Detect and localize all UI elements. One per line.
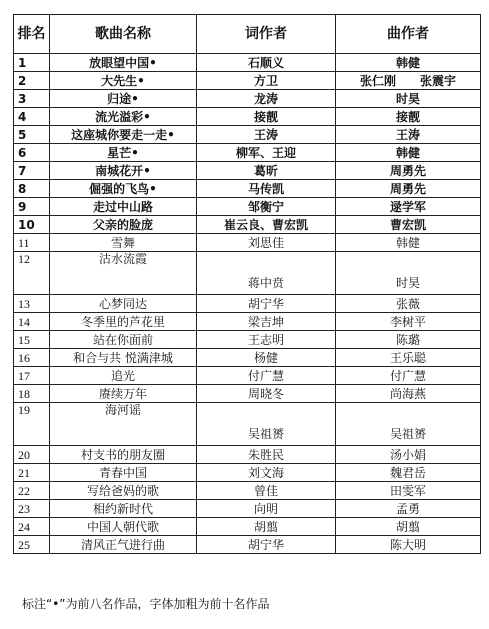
rank-cell: 3 xyxy=(14,90,50,108)
rank-cell: 11 xyxy=(14,234,50,252)
composer-cell: 接靓 xyxy=(336,108,481,126)
composer-cell: 逯学军 xyxy=(336,198,481,216)
footnote: 标注“•”为前八名作品，字体加粗为前十名作品 xyxy=(22,597,270,611)
song-cell: 和合与共 悦满津城 xyxy=(50,349,197,367)
rank-cell: 5 xyxy=(14,126,50,144)
table-row xyxy=(14,367,481,385)
composer-cell: 汤小娟 xyxy=(336,446,481,464)
lyricist-cell: 向明 xyxy=(197,500,336,518)
song-cell: 南城花开• xyxy=(50,162,197,180)
rank-cell: 20 xyxy=(14,446,50,464)
composer-cell: 张薇 xyxy=(336,295,481,313)
table-row xyxy=(14,482,481,500)
table-row xyxy=(14,385,481,403)
song-cell: 冬季里的芦花里 xyxy=(50,313,197,331)
lyricist-cell: 胡宁华 xyxy=(197,536,336,554)
lyricist-cell: 蒋中贲 xyxy=(197,252,336,295)
table-row xyxy=(14,403,481,446)
rank-cell: 15 xyxy=(14,331,50,349)
lyricist-cell: 梁吉坤 xyxy=(197,313,336,331)
table-row xyxy=(14,144,481,162)
composer-cell: 张仁刚 张震宇 xyxy=(336,72,481,90)
header-lyricist: 词作者 xyxy=(197,15,336,54)
composer-cell: 李树平 xyxy=(336,313,481,331)
header-composer: 曲作者 xyxy=(336,15,481,54)
rank-cell: 8 xyxy=(14,180,50,198)
composer-cell: 田雯军 xyxy=(336,482,481,500)
table-row xyxy=(14,162,481,180)
song-cell: 归途• xyxy=(50,90,197,108)
lyricist-cell: 方卫 xyxy=(197,72,336,90)
song-cell: 村支书的朋友圈 xyxy=(50,446,197,464)
song-cell: 流光溢彩• xyxy=(50,108,197,126)
composer-cell: 孟勇 xyxy=(336,500,481,518)
table-row xyxy=(14,349,481,367)
lyricist-cell: 王涛 xyxy=(197,126,336,144)
table-row xyxy=(14,446,481,464)
table-row xyxy=(14,252,481,295)
rank-cell: 13 xyxy=(14,295,50,313)
song-ranking-table xyxy=(13,14,481,554)
rank-cell: 14 xyxy=(14,313,50,331)
lyricist-cell: 葛昕 xyxy=(197,162,336,180)
song-cell: 心梦同达 xyxy=(50,295,197,313)
rank-cell: 17 xyxy=(14,367,50,385)
song-cell: 赓续万年 xyxy=(50,385,197,403)
table-row xyxy=(14,54,481,72)
table-row xyxy=(14,536,481,554)
rank-cell: 24 xyxy=(14,518,50,536)
lyricist-cell: 接靓 xyxy=(197,108,336,126)
composer-cell: 尚海燕 xyxy=(336,385,481,403)
table-row xyxy=(14,90,481,108)
lyricist-cell: 马传凯 xyxy=(197,180,336,198)
table-row xyxy=(14,108,481,126)
song-cell: 中国人朝代歌 xyxy=(50,518,197,536)
song-cell: 青春中国 xyxy=(50,464,197,482)
composer-cell: 魏君岳 xyxy=(336,464,481,482)
rank-cell: 1 xyxy=(14,54,50,72)
table-row xyxy=(14,72,481,90)
composer-cell: 时昊 xyxy=(336,252,481,295)
song-cell: 雪舞 xyxy=(50,234,197,252)
lyricist-cell: 曾佳 xyxy=(197,482,336,500)
song-cell: 清风正气进行曲 xyxy=(50,536,197,554)
lyricist-cell: 付广慧 xyxy=(197,367,336,385)
header-song: 歌曲名称 xyxy=(50,15,197,54)
rank-cell: 9 xyxy=(14,198,50,216)
composer-cell: 韩健 xyxy=(336,54,481,72)
composer-cell: 陈璐 xyxy=(336,331,481,349)
song-cell: 追光 xyxy=(50,367,197,385)
rank-cell: 19 xyxy=(14,403,50,446)
song-cell: 写给爸妈的歌 xyxy=(50,482,197,500)
rank-cell: 21 xyxy=(14,464,50,482)
rank-cell: 16 xyxy=(14,349,50,367)
lyricist-cell: 柳军、王迎 xyxy=(197,144,336,162)
song-ranking-table-container xyxy=(13,14,480,554)
lyricist-cell: 刘文海 xyxy=(197,464,336,482)
song-cell: 放眼望中国• xyxy=(50,54,197,72)
lyricist-cell: 崔云良、曹宏凯 xyxy=(197,216,336,234)
composer-cell: 吴祖赟 xyxy=(336,403,481,446)
table-row xyxy=(14,234,481,252)
rank-cell: 2 xyxy=(14,72,50,90)
composer-cell: 付广慧 xyxy=(336,367,481,385)
lyricist-cell: 刘思佳 xyxy=(197,234,336,252)
lyricist-cell: 王志明 xyxy=(197,331,336,349)
composer-cell: 韩健 xyxy=(336,144,481,162)
rank-cell: 10 xyxy=(14,216,50,234)
lyricist-cell: 朱胜民 xyxy=(197,446,336,464)
table-row xyxy=(14,331,481,349)
composer-cell: 时昊 xyxy=(336,90,481,108)
rank-cell: 18 xyxy=(14,385,50,403)
lyricist-cell: 吴祖赟 xyxy=(197,403,336,446)
composer-cell: 胡翦 xyxy=(336,518,481,536)
lyricist-cell: 胡宁华 xyxy=(197,295,336,313)
rank-cell: 22 xyxy=(14,482,50,500)
song-cell: 大先生• xyxy=(50,72,197,90)
lyricist-cell: 邹衡宁 xyxy=(197,198,336,216)
table-row xyxy=(14,216,481,234)
rank-cell: 12 xyxy=(14,252,50,295)
rank-cell: 23 xyxy=(14,500,50,518)
composer-cell: 曹宏凯 xyxy=(336,216,481,234)
lyricist-cell: 杨健 xyxy=(197,349,336,367)
rank-cell: 4 xyxy=(14,108,50,126)
table-row xyxy=(14,518,481,536)
composer-cell: 陈大明 xyxy=(336,536,481,554)
composer-cell: 王涛 xyxy=(336,126,481,144)
composer-cell: 韩健 xyxy=(336,234,481,252)
table-row xyxy=(14,295,481,313)
rank-cell: 6 xyxy=(14,144,50,162)
song-cell: 相约新时代 xyxy=(50,500,197,518)
table-row xyxy=(14,180,481,198)
lyricist-cell: 周晓冬 xyxy=(197,385,336,403)
table-row xyxy=(14,313,481,331)
rank-cell: 25 xyxy=(14,536,50,554)
lyricist-cell: 胡翦 xyxy=(197,518,336,536)
header-rank: 排名 xyxy=(14,15,50,54)
song-cell: 海河谣 xyxy=(50,403,197,446)
composer-cell: 周勇先 xyxy=(336,180,481,198)
song-cell: 站在你面前 xyxy=(50,331,197,349)
composer-cell: 周勇先 xyxy=(336,162,481,180)
table-row xyxy=(14,464,481,482)
song-cell: 沽水流霞 xyxy=(50,252,197,295)
lyricist-cell: 石顺义 xyxy=(197,54,336,72)
rank-cell: 7 xyxy=(14,162,50,180)
song-cell: 星芒• xyxy=(50,144,197,162)
table-row xyxy=(14,198,481,216)
composer-cell: 王乐聪 xyxy=(336,349,481,367)
song-cell: 这座城你要走一走• xyxy=(50,126,197,144)
song-cell: 走过中山路 xyxy=(50,198,197,216)
table-header-row xyxy=(14,15,481,54)
lyricist-cell: 龙涛 xyxy=(197,90,336,108)
table-row xyxy=(14,500,481,518)
song-cell: 父亲的脸庞 xyxy=(50,216,197,234)
song-cell: 倔强的飞鸟• xyxy=(50,180,197,198)
table-row xyxy=(14,126,481,144)
